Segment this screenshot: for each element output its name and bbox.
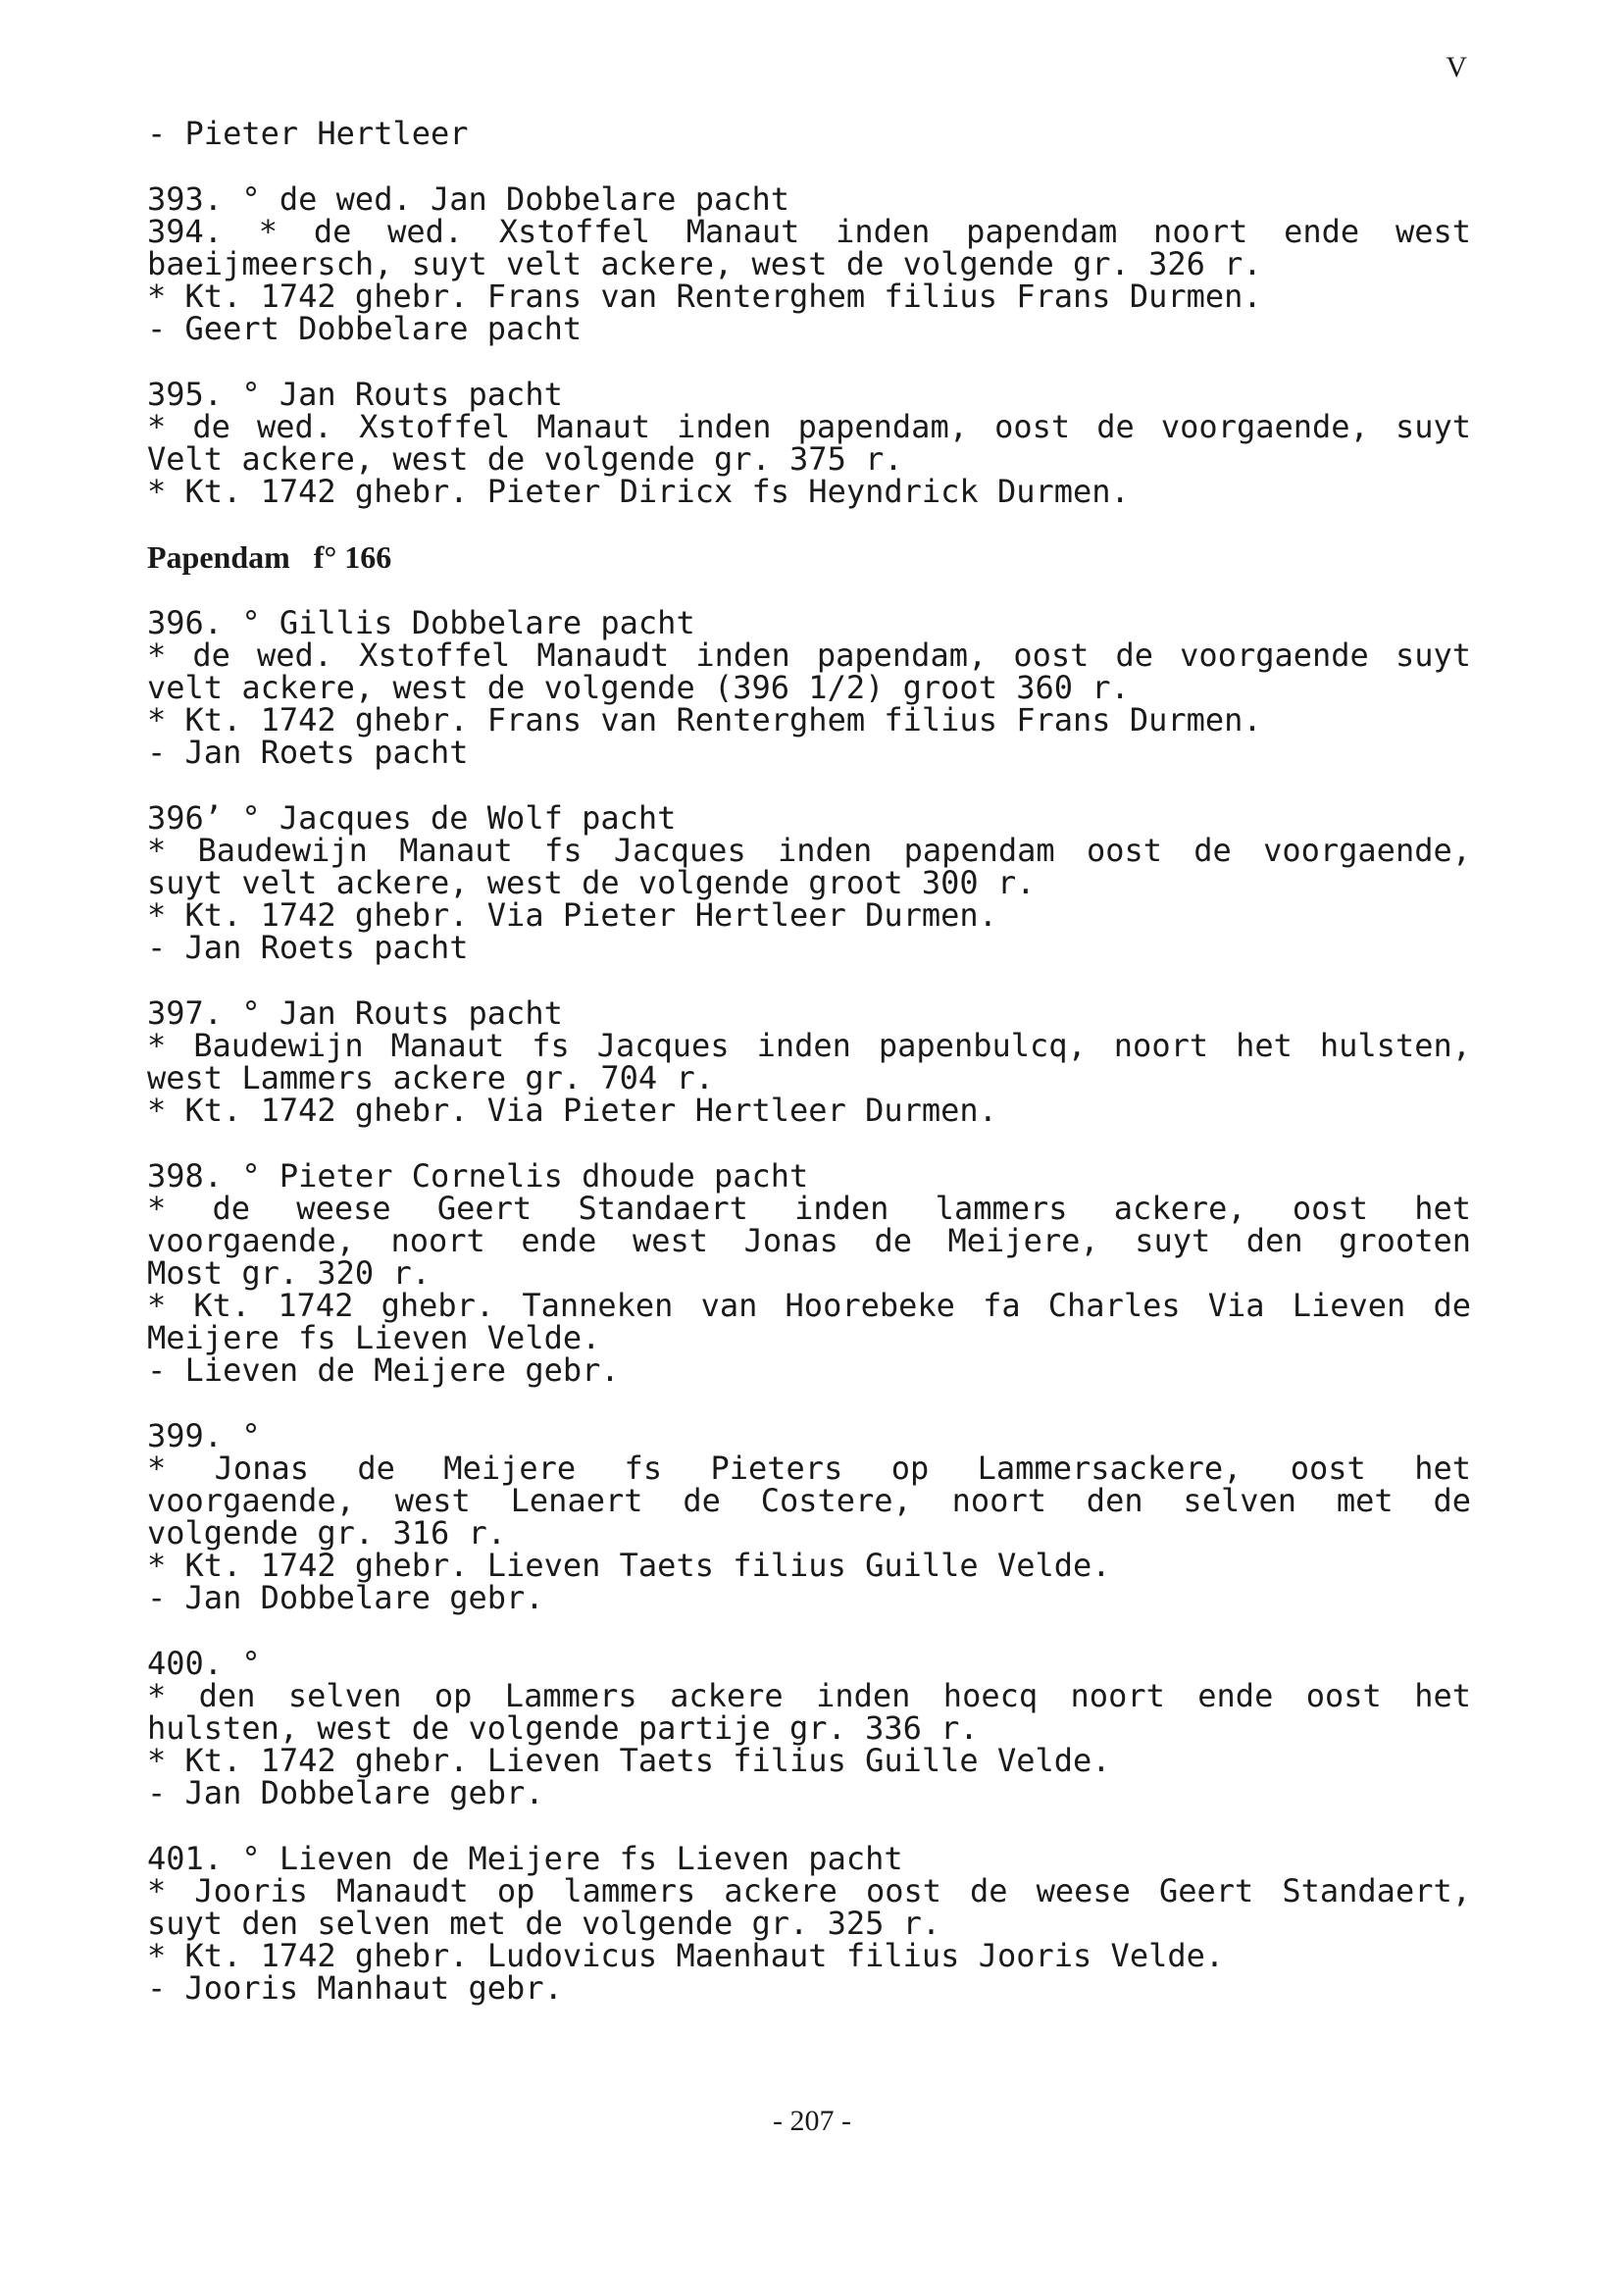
text-line: suyt den selven met de volgende gr. 325 r. bbox=[147, 1905, 941, 1942]
paragraph-gap bbox=[147, 769, 1471, 802]
text-line: voorgaende, noort ende west Jonas de Meijere, suyt den grooten bbox=[147, 1222, 1471, 1259]
paragraph-gap bbox=[147, 1809, 1471, 1843]
text-line: volgende gr. 316 r. bbox=[147, 1514, 507, 1552]
text-line: * Baudewijn Manaut fs Jacques inden papenbulcq, noort het hulsten, bbox=[147, 1027, 1471, 1064]
text-line: - Jan Roets pacht bbox=[147, 734, 469, 771]
text-line: Meijere fs Lieven Velde. bbox=[147, 1319, 601, 1356]
text-line: - Jan Roets pacht bbox=[147, 929, 469, 966]
section-heading: Papendam f° 166 bbox=[147, 539, 392, 575]
text-line: * Kt. 1742 ghebr. Via Pieter Hertleer Durmen. bbox=[147, 896, 997, 934]
paragraph-gap bbox=[147, 1387, 1471, 1420]
text-line: * Kt. 1742 ghebr. Ludovicus Maenhaut filius Jooris Velde. bbox=[147, 1937, 1225, 1974]
text-line: 395. ° Jan Routs pacht bbox=[147, 376, 563, 413]
text-line: west Lammers ackere gr. 704 r. bbox=[147, 1059, 714, 1096]
paragraph-gap bbox=[147, 1614, 1471, 1648]
text-line: 399. ° bbox=[147, 1417, 261, 1454]
text-line: * Kt. 1742 ghebr. Frans van Renterghem filius Frans Durmen. bbox=[147, 701, 1262, 738]
text-line: * Kt. 1742 ghebr. Lieven Taets filius Guille Velde. bbox=[147, 1742, 1111, 1779]
document-body bbox=[147, 115, 1471, 2007]
text-line: suyt velt ackere, west de volgende groot 300 r. bbox=[147, 864, 1036, 901]
paragraph-gap bbox=[147, 150, 1471, 183]
text-line: 398. ° Pieter Cornelis dhoude pacht bbox=[147, 1157, 809, 1195]
text-line: * Kt. 1742 ghebr. Frans van Renterghem filius Frans Durmen. bbox=[147, 278, 1262, 315]
text-line: - Jan Dobbelare gebr. bbox=[147, 1579, 544, 1616]
text-line: * Baudewijn Manaut fs Jacques inden papendam oost de voorgaende, bbox=[147, 832, 1471, 869]
text-line: 400. ° bbox=[147, 1645, 261, 1682]
text-line: * Kt. 1742 ghebr. Via Pieter Hertleer Durmen. bbox=[147, 1092, 997, 1129]
paragraph-gap bbox=[147, 508, 1471, 541]
paragraph-gap bbox=[147, 1127, 1471, 1160]
text-line: - Lieven de Meijere gebr. bbox=[147, 1351, 620, 1389]
text-line: 397. ° Jan Routs pacht bbox=[147, 994, 563, 1032]
text-line: voorgaende, west Lenaert de Costere, noort den selven met de bbox=[147, 1482, 1471, 1519]
text-line: 401. ° Lieven de Meijere fs Lieven pacht bbox=[147, 1840, 903, 1877]
text-line: Most gr. 320 r. bbox=[147, 1254, 431, 1292]
text-line: hulsten, west de volgende partije gr. 336 r. bbox=[147, 1709, 979, 1747]
text-line: 393. ° de wed. Jan Dobbelare pacht bbox=[147, 180, 790, 218]
paragraph-gap bbox=[147, 964, 1471, 997]
paragraph-gap bbox=[147, 574, 1471, 607]
corner-label: V bbox=[1446, 51, 1467, 83]
text-line: * de wed. Xstoffel Manaut inden papendam, oost de voorgaende, suyt bbox=[147, 408, 1471, 445]
text-line: 394. * de wed. Xstoffel Manaut inden papendam noort ende west bbox=[147, 213, 1471, 250]
text-line: - Jan Dobbelare gebr. bbox=[147, 1774, 544, 1811]
page-number: - 207 - bbox=[773, 2105, 851, 2137]
text-line: * Kt. 1742 ghebr. Tanneken van Hoorebeke fa Charles Via Lieven de bbox=[147, 1287, 1471, 1324]
text-line: * den selven op Lammers ackere inden hoecq noort ende oost het bbox=[147, 1677, 1471, 1714]
text-line: 396. ° Gillis Dobbelare pacht bbox=[147, 604, 695, 641]
text-line: * Kt. 1742 ghebr. Lieven Taets filius Guille Velde. bbox=[147, 1547, 1111, 1584]
text-line: - Pieter Hertleer bbox=[147, 115, 469, 152]
text-line: * de wed. Xstoffel Manaudt inden papendam, oost de voorgaende suyt bbox=[147, 636, 1471, 674]
text-line: * Jooris Manaudt op lammers ackere oost de weese Geert Standaert, bbox=[147, 1872, 1471, 1909]
text-line: velt ackere, west de volgende (396 1/2) groot 360 r. bbox=[147, 669, 1130, 706]
text-line: - Jooris Manhaut gebr. bbox=[147, 1969, 563, 2007]
text-line: Velt ackere, west de volgende gr. 375 r. bbox=[147, 440, 903, 478]
text-line: * Jonas de Meijere fs Pieters op Lammersackere, oost het bbox=[147, 1450, 1471, 1487]
text-line: baeijmeersch, suyt velt ackere, west de volgende gr. 326 r. bbox=[147, 245, 1262, 282]
text-line: * de weese Geert Standaert inden lammers ackere, oost het bbox=[147, 1190, 1471, 1227]
text-line: 396’ ° Jacques de Wolf pacht bbox=[147, 799, 677, 837]
text-line: * Kt. 1742 ghebr. Pieter Diricx fs Heyndrick Durmen. bbox=[147, 473, 1130, 510]
paragraph-gap bbox=[147, 345, 1471, 379]
text-line: - Geert Dobbelare pacht bbox=[147, 310, 583, 347]
